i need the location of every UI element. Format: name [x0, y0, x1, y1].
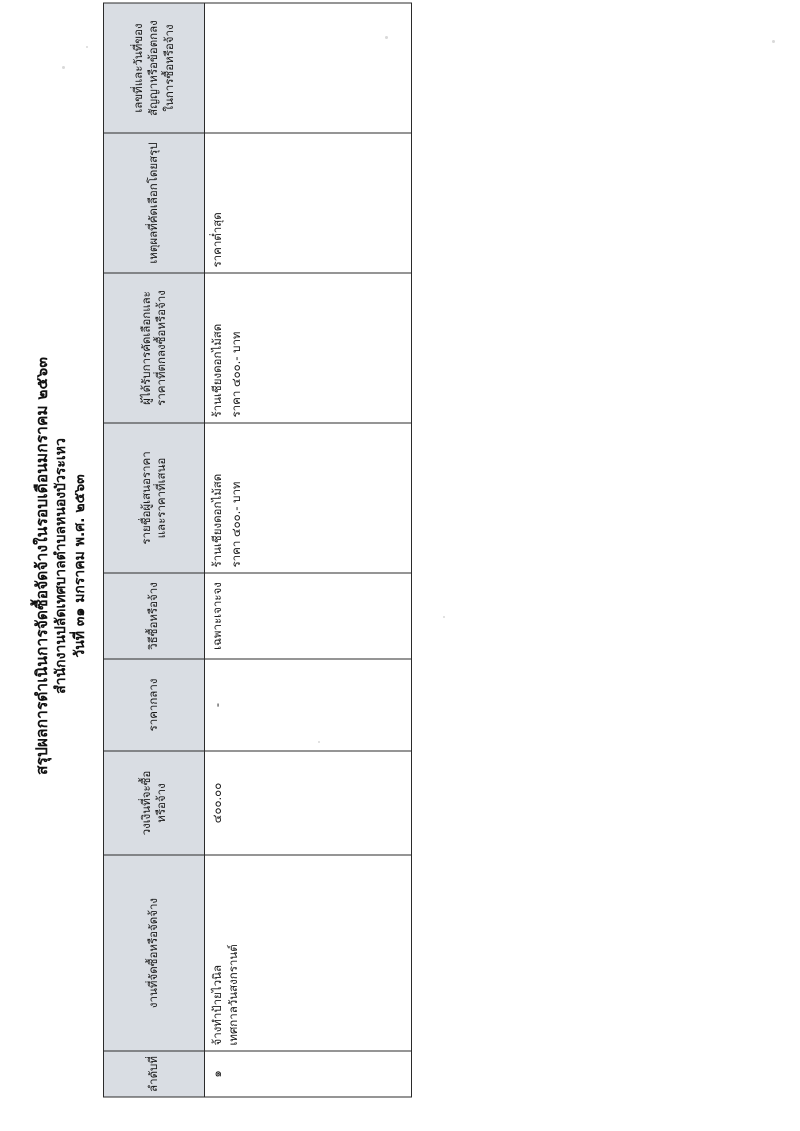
- cell-seq: [205, 1051, 412, 1097]
- cell-work-line1: จ้างทำป้ายไวนิล: [210, 964, 225, 1045]
- column-header-work-label: งานที่จัดซื้อหรือจัดจ้าง: [146, 897, 161, 1008]
- document-date: วันที่ ๓๑ มกราคม พ.ศ. ๒๕๖๓: [71, 473, 88, 658]
- column-header-refdoc-line2: สัญญาหรือข้อตกลง: [146, 19, 161, 116]
- table-body: [205, 3, 412, 1097]
- cell-winner: [205, 273, 412, 423]
- column-header-refdoc-line1: เลขที่และวันที่ของ: [130, 22, 145, 113]
- column-header-seq-label: ลำดับที่: [146, 1055, 161, 1092]
- scan-speck: [62, 66, 65, 69]
- cell-budget-value: ๔๐๐.๐๐: [210, 782, 225, 823]
- cell-seq-value: ๑: [210, 1069, 225, 1078]
- column-header-refdoc: [104, 3, 205, 133]
- table-row: [205, 3, 412, 1097]
- column-header-winner-line1: ผู้ได้รับการคัดเลือกและ: [138, 290, 153, 405]
- column-header-method: [104, 573, 205, 659]
- column-header-bidders-line1: รายชื่อผู้เสนอราคา: [138, 450, 153, 545]
- cell-reason: [205, 133, 412, 273]
- cell-midprice-value: -: [210, 702, 225, 707]
- column-header-seq: [104, 1051, 205, 1097]
- scan-speck: [772, 40, 775, 43]
- column-header-method-label: วิธีซื้อหรือจ้าง: [146, 581, 161, 650]
- procurement-summary-table: [103, 2, 412, 1097]
- cell-bidders-name: ร้านเชียงดอกไม้สด: [210, 473, 225, 567]
- column-header-winner-line2: ราคาที่ตกลงซื้อหรือจ้าง: [154, 289, 169, 406]
- column-header-winner: [104, 273, 205, 423]
- column-header-budget-line2: หรือจ้าง: [154, 782, 169, 823]
- scan-speck: [86, 46, 88, 48]
- column-header-bidders: [104, 423, 205, 573]
- column-header-work: [104, 855, 205, 1051]
- cell-budget: [205, 751, 412, 855]
- cell-midprice: [205, 659, 412, 751]
- cell-refdoc: [205, 3, 412, 133]
- column-header-budget: [104, 751, 205, 855]
- column-header-reason-label: เหตุผลที่คัดเลือกโดยสรุป: [146, 141, 161, 264]
- cell-work-line2: เทศกาลวันสงกรานต์: [226, 943, 241, 1045]
- cell-reason-value: ราคาต่ำสุด: [210, 211, 225, 267]
- cell-bidders-price: ราคา ๔๐๐.- บาท: [229, 481, 244, 567]
- scan-speck: [318, 741, 320, 743]
- page-title: สรุปผลการดำเนินการจัดซื้อจัดจ้างในรอบเดือนมกราคม ๒๕๖๓: [33, 356, 51, 775]
- column-header-budget-line1: วงเงินที่จะซื้อ: [138, 770, 153, 835]
- column-header-midprice: [104, 659, 205, 751]
- cell-winner-name: ร้านเชียงดอกไม้สด: [210, 323, 225, 417]
- scan-speck: [385, 36, 388, 39]
- document-subtitle-office: สำนักงานปลัดเทศบาลตำบลหนองบัวระเหว: [53, 437, 70, 694]
- column-header-bidders-line2: และราคาที่เสนอ: [154, 457, 169, 538]
- document-title-block: [32, 34, 89, 1097]
- cell-work: [205, 855, 412, 1051]
- column-header-reason: [104, 133, 205, 273]
- cell-method: [205, 573, 412, 659]
- column-header-midprice-label: ราคากลาง: [146, 678, 161, 731]
- cell-winner-price: ราคา ๔๐๐.- บาท: [229, 331, 244, 417]
- cell-bidders: [205, 423, 412, 573]
- column-header-refdoc-line3: ในการซื้อหรือจ้าง: [162, 23, 177, 112]
- cell-method-value: เฉพาะเจาะจง: [210, 581, 225, 650]
- scan-speck: [443, 616, 445, 618]
- table-header-row: [104, 3, 205, 1097]
